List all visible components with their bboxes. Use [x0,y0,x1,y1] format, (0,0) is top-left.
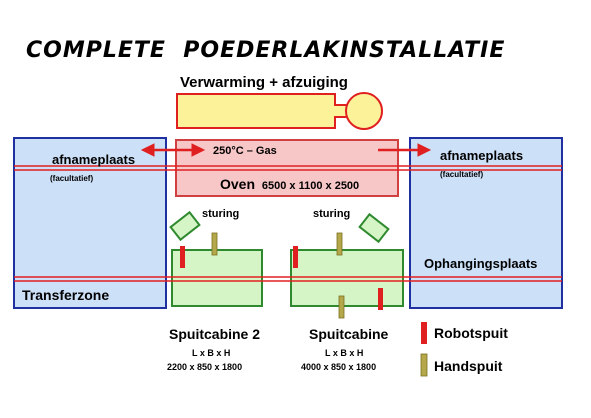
robot-sprayer-cabin1-left [293,246,298,268]
left-arrow [142,144,204,156]
spray-cabin-dims-header: L x B x H [325,348,364,358]
oven-temperature-label: 250°C – Gas [213,145,277,157]
spray-cabin-label: Spuitcabine [309,326,389,342]
legend-hand-label: Handspuit [434,358,503,374]
right-pickup-label: afnameplaats [440,148,524,163]
spray-cabin-dims: 4000 x 850 x 1800 [301,362,377,372]
diagram-title: COMPLETE POEDERLAKINSTALLATIE [26,38,506,63]
heating-duct [177,93,382,129]
spray-cabin-2-box [172,250,262,306]
hand-sprayer-cabin1-bottom [339,296,344,318]
spray-cabin-box [291,250,403,306]
legend-robot-swatch [421,322,427,344]
spray-cabin-2-label: Spuitcabine 2 [169,326,261,342]
hand-sprayer-cabin1-top [337,233,342,255]
heating-label: Verwarming + afzuiging [180,74,348,91]
transfer-zone-label: Transferzone [22,287,110,303]
legend-robot-label: Robotspuit [434,325,508,341]
spray-cabin-2-dims: 2200 x 850 x 1800 [167,362,243,372]
control-box-left [171,212,200,239]
hand-sprayer-cabin2 [212,233,217,255]
control-label-right: sturing [313,208,351,220]
right-optional-note: (facultatief) [440,170,484,179]
left-optional-note: (facultatief) [50,174,94,183]
hanging-station-label: Ophangingsplaats [424,256,538,271]
legend-hand-swatch [421,354,427,376]
oven-dimensions: 6500 x 1100 x 2500 [261,180,360,192]
control-label-left: sturing [202,208,240,220]
control-box-right [360,214,389,241]
oven-label: Oven [220,176,256,192]
robot-sprayer-cabin1-right [378,288,383,310]
right-station-box [410,138,562,308]
spray-cabin-2-dims-header: L x B x H [192,348,231,358]
robot-sprayer-cabin2 [180,246,185,268]
left-pickup-label: afnameplaats [52,152,136,167]
